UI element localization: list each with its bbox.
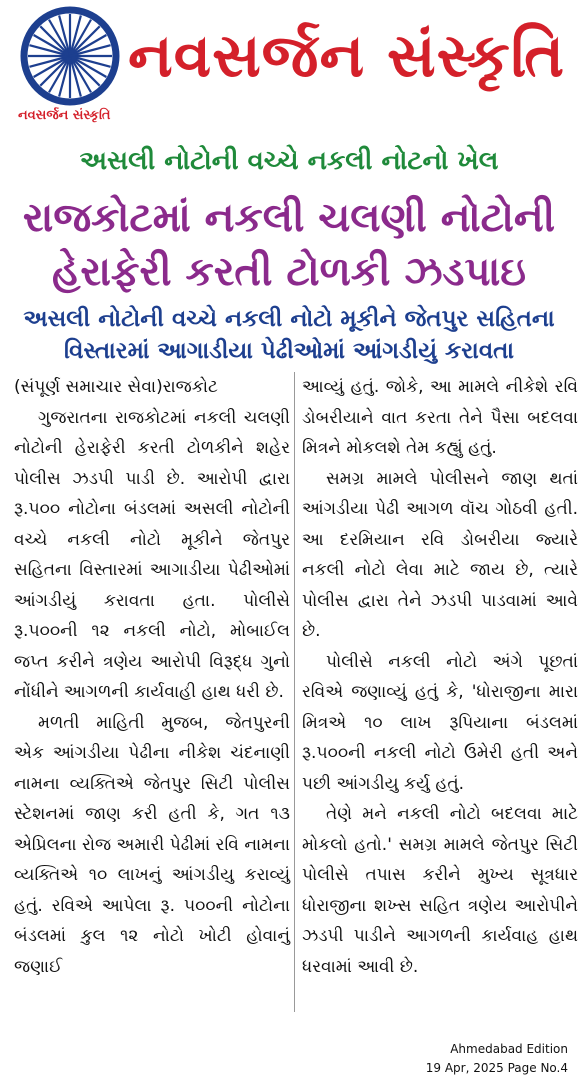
- article-paragraph: પોલીસે નકલી નોટો અંગે પૂછતાં રવિએ જણાવ્યું હતું કે, 'ધોરાજીના મારા મિત્રએ ૧૦ લાખ રૂપિયાના બંડલમાં રૂ.૫૦૦ની નકલી નોટો ઉમેરી હતી અને પછી આંગડીયુ કર્યુ હતું.: [302, 651, 578, 794]
- masthead: [0, 0, 578, 132]
- subhead-line-1: અસલી નોટોની વચ્ચે નકલી નોટો મૂકીને જેતપુર સહિતના: [23, 306, 555, 332]
- article-paragraph: મળતી માહિતી મુજબ, જેતપુરની એક આંગડીયા પેઢીના નીકેશ ચંદનાણી નામના વ્યક્તિએ જેતપુર સિટી પોલીસ સ્ટેશનમાં જાણ કરી હતી કે, ગત ૧૩ એપ્રિલના રોજ અમારી પેઢીમાં રવિ નામના વ્યક્તિએ ૧૦ લાખનું આંગડીયુ કરાવ્યું હતું. રવિએ આપેલા રૂ. ૫૦૦ની નોટોના બંડલમાં કુલ ૧૨ નોટો ખોટી હોવાનું જણાઈ: [14, 712, 290, 977]
- article-kicker: અસલી નોટોની વચ્ચે નકલી નોટનો ખેલ: [79, 146, 499, 176]
- newspaper-brand-subtitle: નવસર્જન સંસ્કૃતિ: [18, 108, 111, 123]
- article-paragraph: ગુજરાતના રાજકોટમાં નકલી ચલણી નોટોની હેરાફેરી કરતી ટોળકીને શહેર પોલીસ ઝડપી પાડી છે. આરોપી દ્વારા રૂ.૫૦૦ નોટોના બંડલમાં અસલી નોટોની વચ્ચે નકલી નોટો મૂકીને જેતપુર સહિતના વિસ્તારમાં આગાડીયા પેઢીઓમાં આંગડીયું કરાવતા હતા. પોલીસે રૂ.૫૦૦ની ૧૨ નકલી નોટો, મોબાઈલ જપ્ત કરીને ત્રણેય આરોપી વિરૂદ્ધ ગુનો નોંધીને આગળની કાર્યવાહી હાથ ધરી છે.: [14, 407, 290, 702]
- column-divider: [294, 372, 295, 1012]
- article-column-right: [302, 372, 578, 982]
- subhead-line-2: વિસ્તારમાં આગાડીયા પેઢીઓમાં આંગડીયું કરાવતા: [63, 338, 515, 364]
- article-paragraph: તેણે મને નકલી નોટો બદલવા માટે મોકલો હતો.' સમગ્ર મામલે જેતપુર સિટી પોલીસે તપાસ કરીને મુખ્ય સૂત્રધાર ધોરાજીના શખ્સ સહિત ત્રણેય આરોપીને ઝડપી પાડીને આગળની કાર્યવાહ હાથ ધરવામાં આવી છે.: [302, 804, 578, 977]
- article-paragraph: આવ્યું હતું. જોકે, આ મામલે નીકેશે રવિ ડોબરીયાને વાત કરતા તેને પૈસા બદલવા મિત્રને મોકલશે તેમ કહ્યું હતું.: [302, 377, 578, 458]
- edition-info: [426, 1040, 568, 1078]
- dateline: (સંપૂર્ણ સમાચાર સેવા)રાજકોટ: [14, 377, 218, 397]
- headline-line-1: રાજકોટમાં નકલી ચલણી નોટોની: [22, 195, 556, 241]
- headline-line-2: હેરાફેરી કરતી ટોળકી ઝડપાઇ: [51, 249, 527, 295]
- article-paragraph: સમગ્ર મામલે પોલીસને જાણ થતાં આંગડીયા પેઢી આગળ વૉચ ગોઠવી હતી. આ દરમિયાન રવિ ડોબરીયા જ્યારે નકલી નોટો લેવા માટે જાય છે, ત્યારે પોલીસ દ્વારા તેને ઝડપી પાડવામાં આવે છે.: [302, 468, 578, 641]
- article-column-left: [14, 372, 290, 982]
- newspaper-brand-title: નવસર્જન સંસ્કૃતિ: [128, 21, 566, 91]
- edition-name: Ahmedabad Edition: [450, 1042, 568, 1056]
- edition-date-page: 19 Apr, 2025 Page No.4: [425, 1061, 568, 1075]
- ashoka-chakra-logo: [20, 6, 120, 106]
